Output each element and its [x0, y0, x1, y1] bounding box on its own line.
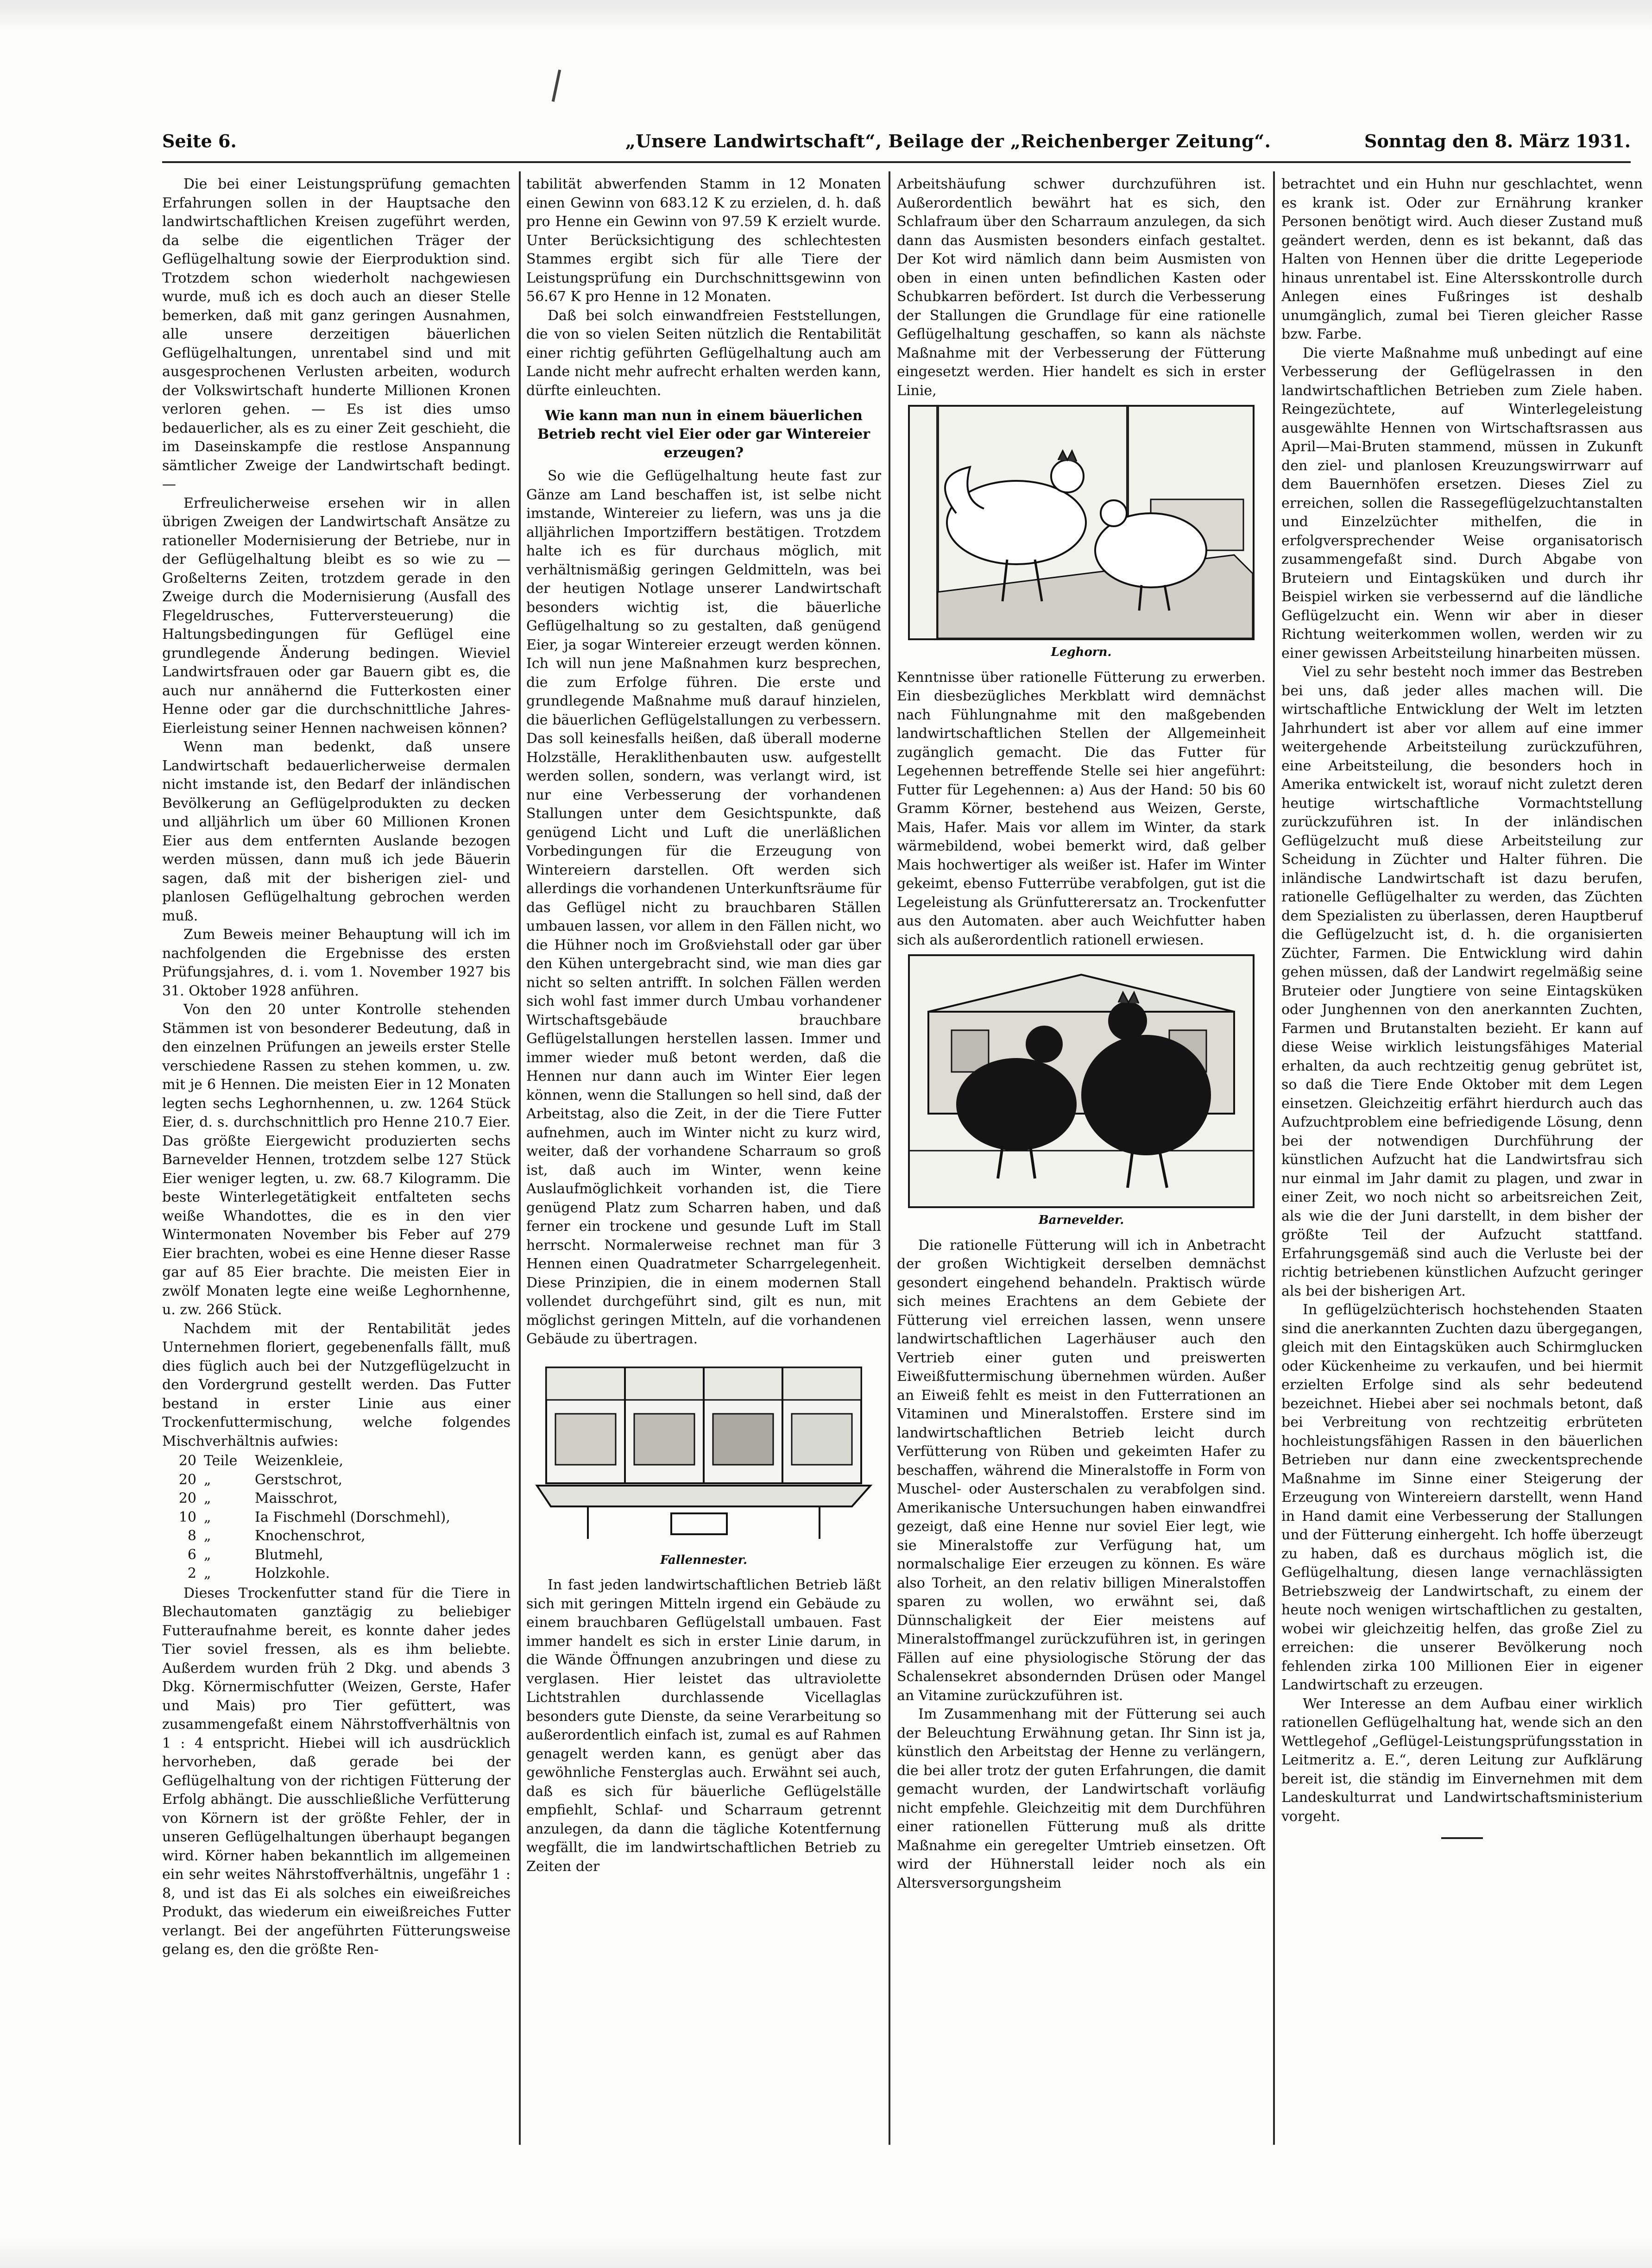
- trap-nest-illustration: [532, 1354, 875, 1548]
- paragraph: In geflügelzüchterisch hochstehenden Staaten sind die anerkannten Zuchten dazu übergegangen, gleich mit den Eintagsküken auch Schirmglucken oder Kückenheime zu verkaufen, und bei hiermit erzielten Erfolge sind als sehr bedeutend bezeichnet. Hiebei aber sei nochmals betont, daß bei Verbreitung von rechtzeitig erbrüteten hochleistungsfähigen Rassen in den bäuerlichen Betrieben nur dann eine zweckentsprechende Maßnahme im Sinne einer Steigerung der Erzeugung von Wintereiern darstellt, wenn Hand in Hand damit eine Verbesserung der Stallungen und der Fütterung einhergeht. Ich hoffe überzeugt zu haben, daß es durchaus möglich ist, die Geflügelhaltung, diesen lange vernachlässigten Betriebszweig der Landwirtschaft, zu einem der heute noch wenigen wirtschaftlichen zu gestalten, wobei wir gleichzeitig helfen, das große Ziel zu erreichen: die unserer Bevölkerung noch fehlenden zirka 100 Millionen Eier in eigener Landwirtschaft zu erzeugen.: [1281, 1302, 1643, 1693]
- paragraph: Dieses Trockenfutter stand für die Tiere in Blechautomaten ganztägig zu beliebiger Futteraufnahme bereit, es konnte daher jedes Tier soviel fressen, als es ihm beliebte. Außerdem wurden früh 2 Dkg. und abends 3 Dkg. Körnermischfutter (Weizen, Gerste, Hafer und Mais) pro Tier gefüttert, was zusammengefaßt einem Nährstoffverhältnis von 1 : 4 entspricht. Hiebei will ich ausdrücklich hervorheben, daß gerade bei der Geflügelhaltung von der richtigen Fütterung der Erfolg abhängt. Die ausschließliche Verfütterung von Körnern ist der größte Fehler, der in unseren Geflügelhaltungen überhaupt begangen wird. Körner haben bekanntlich im allgemeinen ein sehr weites Nährstoffverhältnis, ungefähr 1 : 8, und ist das Ei als solches ein eiweißreiches Produkt, das wiederum ein eiweißreiches Futter verlangt. Bei der angeführten Fütterungsweise gelang es, den die größte Ren-: [162, 1585, 511, 1958]
- feed-mix-table: [162, 1452, 511, 1583]
- mix-ingredient: Blutmehl,: [255, 1546, 323, 1563]
- mix-amount: 8: [187, 1528, 196, 1544]
- leghorn-illustration: [908, 405, 1255, 640]
- mix-row: [162, 1546, 511, 1565]
- paragraph: Die bei einer Leistungsprüfung gemachten Erfahrungen sollen in der Hauptsache den landwirtschaftlichen Kreisen zugeführt werden, da selbe die eigentlichen Träger der Geflügelhaltung sowie der Eierproduktion sind. Trotzdem schon wiederholt nachgewiesen wurde, muß ich es doch auch an dieser Stelle bemerken, daß mit ganz geringen Ausnahmen, alle unsere derzeitigen bäuerlichen Geflügelhaltungen, unrentabel sind und mit ausgesprochenen Verlusten arbeiten, wodurch der Volkswirtschaft hunderte Millionen Kronen verloren gehen. — Es ist dies umso bedauerlicher, als es zu einer Zeit geschieht, die im Daseinskampfe die restlose Anspannung sämtlicher Zweige der Landwirtschaft bedingt. —: [162, 176, 511, 492]
- mix-unit: „: [204, 1490, 211, 1506]
- article-end-rule: [1441, 1837, 1483, 1839]
- mix-amount: 20: [178, 1490, 196, 1506]
- mix-row: [162, 1508, 511, 1527]
- paragraph: Daß bei solch einwandfreien Feststellungen, die von so vielen Seiten nützlich die Rentabilität einer richtig geführten Geflügelhaltung auch am Lande nicht mehr aufrecht erhalten werden kann, dürfte einleuchten.: [526, 307, 881, 399]
- mix-ingredient: Knochenschrot,: [255, 1528, 366, 1544]
- paragraph: Arbeitshäufung schwer durchzuführen ist. Außerordentlich bewährt hat es sich, den Schlafraum über den Scharraum anzulegen, da sich dann das Ausmisten besonders einfach gestaltet. Der Kot wird nämlich dann beim Ausmisten von oben in einen unten befindlichen Kasten oder Schubkarren befördert. Ist durch die Verbesserung der Stallungen die Grundlage für eine rationelle Geflügelhaltung geschaffen, so kann als nächste Maßnahme mit der Verbesserung der Fütterung eingesetzt werden. Hier handelt es sich in erster Linie,: [897, 176, 1266, 399]
- mix-amount: 10: [178, 1509, 196, 1525]
- paragraph: Die rationelle Fütterung will ich in Anbetracht der großen Wichtigkeit derselben demnächst gesondert eingehend behandeln. Praktisch würde sich meines Erachtens an dem Gebiete der Fütterung viel erreichen lassen, wenn unsere landwirtschaftlichen Lagerhäuser auch den Vertrieb einer guten und preiswerten Eiweißfuttermischung übernehmen würden. Außer an Eiweiß fehlt es meist in den Futterrationen an Vitaminen und Mineralstoffen. Erstere sind im landwirtschaftlichen Betrieb leicht durch Verfütterung von Rüben und gekeimten Hafer zu beschaffen, während die Mineralstoffe in Form von Muschel- oder Austerschalen zu verabfolgen sind. Amerikanische Untersuchungen haben einwandfrei gezeigt, daß eine Henne nur soviel Eier legt, wie sie Mineralstoffe zur Verfügung hat, um normalschalige Eier erzeugen zu können. Es wäre also Torheit, an den relativ billigen Mineralstoffen sparen zu wollen, wo erwähnt sei, daß Dünnschaligkeit der Eier meistens auf Mineralstoffmangel zurückzuführen ist, in geringen Fällen auf eine physiologische Störung der das Schalensekret absondernden Drüsen oder Mangel an Vitamine zurückzuführen ist.: [897, 1237, 1266, 1704]
- mix-row: [162, 1489, 511, 1508]
- mix-row: [162, 1564, 511, 1583]
- mix-ingredient: Weizenkleie,: [255, 1453, 344, 1469]
- mix-ingredient: Ia Fischmehl (Dorschmehl),: [255, 1509, 450, 1525]
- trap-nest-drawing: [532, 1354, 875, 1548]
- column-1: [162, 175, 511, 2144]
- figure-caption: Leghorn.: [1051, 645, 1112, 659]
- column-rule: [889, 171, 890, 2145]
- scan-mark: [552, 69, 561, 102]
- paragraph: Nachdem mit der Rentabilität jedes Unternehmen floriert, gegebenenfalls fällt, muß dies füglich auch bei der Nutzgeflügelzucht in den Vordergrund gestellt werden. Das Futter bestand in erster Linie aus einer Trockenfuttermischung, welche folgendes Mischverhältnis aufwies:: [162, 1320, 511, 1449]
- issue-date: Sonntag den 8. März 1931.: [1364, 131, 1631, 151]
- figure-caption: Fallennester.: [660, 1553, 748, 1567]
- column-2: [526, 175, 881, 2144]
- paragraph: Wenn man bedenkt, daß unsere Landwirtschaft bedauerlicherweise dermalen nicht imstande ist, den Bedarf der inländischen Bevölkerung an Geflügelprodukten zu decken und alljährlich um über 60 Millionen Kronen Eier aus dem entfernten Auslande bezogen werden müssen, dann muß ich jede Bäuerin sagen, daß mit der bisherigen ziel- und planlosen Geflügelhaltung gebrochen werden muß.: [162, 739, 511, 924]
- column-4: [1281, 175, 1643, 2144]
- paper-bottom-edge: [0, 2236, 1652, 2268]
- paragraph: In fast jeden landwirtschaftlichen Betrieb läßt sich mit geringen Mitteln irgend ein Gebäude zu einem brauchbaren Geflügelstall umbauen. Fast immer handelt es sich in erster Linie darum, in die Wände Öffnungen anzubringen und diese zu verglasen. Hier leistet das ultraviolette Lichtstrahlen durchlassende Vicellaglas besonders gute Dienste, da seine Verarbeitung so außerordentlich einfach ist, zumal es auf Rahmen genagelt werden kann, es genügt aber das gewöhnliche Fensterglas auch. Erwähnt sei auch, daß es sich für bäuerliche Geflügelställe empfiehlt, Schlaf- und Scharraum getrennt anzulegen, da dann die tägliche Kotentfernung wegfällt, die im landwirtschaftlichen Betrieb zu Zeiten der: [526, 1577, 881, 1875]
- paragraph: Von den 20 unter Kontrolle stehenden Stämmen ist von besonderer Bedeutung, daß in den einzelnen Prüfungen an jeweils erster Stelle verschiedene Rassen zu stehen kommen, u. zw. mit je 6 Hennen. Die meisten Eier in 12 Monaten legten sechs Leghornhennen, u. zw. 1264 Stück Eier, d. s. durchschnittlich pro Henne 210.7 Eier. Das größte Eiergewicht produzierten sechs Barnevelder Hennen, trotzdem selbe 127 Stück Eier weniger legten, u. zw. 68.7 Kilogramm. Die beste Winterlegetätigkeit entfalteten sechs weiße Whandottes, die es in den vier Wintermonaten November bis Feber auf 279 Eier brachten, wobei es eine Henne dieser Rasse gar auf 85 Eier brachte. Die meisten Eier in zwölf Monaten legte eine weiße Leghornhenne, u. zw. 266 Stück.: [162, 1002, 511, 1318]
- leghorn-drawing: [910, 407, 1253, 638]
- mix-unit: „: [204, 1509, 211, 1525]
- paper-top-edge: [0, 0, 1652, 32]
- paragraph: Kenntnisse über rationelle Fütterung zu erwerben. Ein diesbezügliches Merkblatt wird demnächst nach Fühlungnahme mit den maßgebenden landwirtschaftlichen Stellen der Allgemeinheit zugänglich gemacht. Die das Futter für Legehennen betreffende Stelle sei hier angeführt: Futter für Legehennen: a) Aus der Hand: 50 bis 60 Gramm Körner, bestehend aus Weizen, Gerste, Mais, Hafer. Mais vor allem im Winter, da stark wärmebildend, wobei bemerkt wird, daß gelber Mais hochwertiger als weißer ist. Hafer im Winter gekeimt, ebenso Futterrübe verabfolgen, gut ist die Legeleistung als Grünfutterersatz an. Trockenfutter aus den Automaten. aber auch Weichfutter haben sich als außerordentlich rationell erwiesen.: [897, 669, 1266, 948]
- mix-row: [162, 1527, 511, 1546]
- mix-unit: „: [204, 1565, 211, 1581]
- paragraph: tabilität abwerfenden Stamm in 12 Monaten einen Gewinn von 683.12 K zu erzielen, d. h. daß pro Henne ein Gewinn von 97.59 K erzielt wurde. Unter Berücksichtigung des schlechtesten Stammes ergibt sich für alle Tiere der Leistungsprüfung ein Durchschnittsgewinn von 56.67 K pro Henne in 12 Monaten.: [526, 176, 881, 305]
- column-rule: [1273, 171, 1275, 2145]
- mix-row: [162, 1471, 511, 1490]
- mix-unit: „: [204, 1528, 211, 1544]
- supplement-title: „Unsere Landwirtschaft“, Beilage der „Reichenberger Zeitung“.: [625, 131, 1271, 151]
- barnevelder-illustration: [908, 954, 1255, 1208]
- section-heading: Wie kann man nun in einem bäuerlichen Betrieb recht viel Eier oder gar Wintereier erzeugen?: [537, 408, 870, 461]
- paragraph: Erfreulicherweise ersehen wir in allen übrigen Zweigen der Landwirtschaft Ansätze zu rationeller Modernisierung der Betriebe, nur in der Geflügelhaltung bleibt es so wie zu — Großelterns Zeiten, trotzdem gerade in den Zweige durch die Modernisierung (Ausfall des Flegeldrusches, Futterversteuerung) die Haltungsbedingungen für Geflügel eine grundlegende Änderung bedingen. Wieviel Landwirtsfrauen oder gar Bauern gibt es, die auch nur annähernd die Futterkosten einer Henne oder gar die durchschnittliche Jahres-Eierleistung seiner Hennen nachweisen können?: [162, 495, 511, 737]
- mix-ingredient: Maisschrot,: [255, 1490, 338, 1506]
- mix-ingredient: Holzkohle.: [255, 1565, 330, 1581]
- paragraph: betrachtet und ein Huhn nur geschlachtet, wenn es krank ist. Oder zur Ernährung kranker Personen benötigt wird. Auch dieser Zustand muß geändert werden, denn es ist bekannt, daß das Halten von Hennen über die dritte Legeperiode hinaus unrentabel ist. Eine Altersskontrolle durch Anlegen eines Fußringes ist deshalb unumgänglich, zumal bei Tieren gleicher Rasse bzw. Farbe.: [1281, 176, 1643, 342]
- paragraph: Viel zu sehr besteht noch immer das Bestreben bei uns, daß jeder alles machen will. Die wirtschaftliche Entwicklung der Welt im letzten Jahrhundert ist aber vor allem auf eine immer weitergehende Arbeitsteilung zurückzuführen, eine Arbeitsteilung, die besonders hoch in Amerika entwickelt ist, worauf nicht zuletzt deren heutige wirtschaftliche Vormachtstellung zurückzuführen ist. In der inländischen Geflügelzucht muß diese Arbeitsteilung zur Scheidung in Züchter und Halter führen. Die inländische Landwirtschaft ist dazu berufen, rationelle Geflügelhalter zu werden, das Züchten dem Spezialisten zu überlassen, deren Hauptberuf die Geflügelzucht ist, d. h. die organisierten Züchter, Farmen. Die Entwicklung wird dahin gehen müssen, daß der Landwirt regelmäßig seine Bruteier oder Jungtiere von seine Eintagsküken oder Junghennen von den anerkannten Zuchten, Farmen und Brutanstalten bezieht. Er kann auf diese Weise wirklich leistungsfähiges Material erhalten, da auch rechtzeitig genug gebrütet ist, so daß die Tiere Ende Oktober mit dem Legen einsetzen. Gleichzeitig erfährt hierdurch auch das Aufzuchtproblem eine befriedigende Lösung, denn bei der notwendigen Durchführung der künstlichen Aufzucht hat die Landwirtsfrau sich nur einmal im Jahr damit zu plagen, und zwar in einer Zeit, wo noch nicht so arbeitsreichen Zeit, als wie die der Juni darstellt, in dem bisher der größte Teil der Aufzucht stattfand. Erfahrungsgemäß sind auch die Verluste bei der richtig betriebenen künstlichen Aufzucht geringer als bei der bisherigen Art.: [1281, 664, 1643, 1299]
- paragraph: Die vierte Maßnahme muß unbedingt auf eine Verbesserung der Geflügelrassen in den landwirtschaftlichen Betrieben zum Ziele haben. Reingezüchtete, auf Winterlegeleistung ausgewählte Hennen von Wirtschaftsrassen aus April—Mai-Bruten stammend, müssen in Zukunft den ziel- und planlosen Kreuzungswirrwarr auf dem Bauernhöfen ersetzen. Dieses Ziel zu erreichen, sollen die Rassegeflügelzuchtanstalten und Einzelzüchter mithelfen, die in erfolgversprechender Weise organisatorisch zusammengefaßt sind. Durch Abgabe von Bruteiern und Eintagsküken und durch ihr Beispiel wirken sie verbessernd auf die ländliche Geflügelzucht ein. Wenn wir aber in dieser Richtung weiterkommen wollen, werden wir zu einer gewissen Arbeitsteilung hinarbeiten müssen.: [1281, 345, 1643, 662]
- paragraph: Im Zusammenhang mit der Fütterung sei auch der Beleuchtung Erwähnung getan. Ihr Sinn ist ja, künstlich den Arbeitstag der Henne zu verlängern, die bei aller trotz der guten Erfahrungen, die damit gemacht wurden, der Landwirtschaft vorläufig nicht empfehle. Gleichzeitig mit dem Durchführen einer rationellen Fütterung muß als dritte Maßnahme ein geregelter Umtrieb einsetzen. Oft wird der Hühnerstall leider noch als ein Altersversorgungsheim: [897, 1706, 1266, 1891]
- mix-unit: „: [204, 1471, 211, 1488]
- mix-amount: 2: [187, 1565, 196, 1581]
- column-3: [897, 175, 1266, 2144]
- mix-ingredient: Gerstschrot,: [255, 1471, 343, 1488]
- paragraph: Wer Interesse an dem Aufbau einer wirklich rationellen Geflügelhaltung hat, wende sich an den Wettlegehof „Geflügel-Leistungsprüfungsstation in Leitmeritz a. E.“, deren Leitung zur Aufklärung bereit ist, die ständig im Einvernehmen mit dem Landeskulturrat und Landwirtschaftsministerium vorgeht.: [1281, 1695, 1643, 1825]
- column-rule: [519, 171, 521, 2145]
- mix-row: [162, 1452, 511, 1471]
- paragraph: So wie die Geflügelhaltung heute fast zur Gänze am Land beschaffen ist, ist selbe nicht imstande, Wintereier zu liefern, was uns ja die alljährlichen Importziffern bestätigen. Trotzdem halte ich es für durchaus möglich, mit verhältnismäßig geringen Geldmitteln, was bei der heutigen Notlage unserer Landwirtschaft besonders wichtig ist, die bäuerliche Geflügelhaltung so zu gestalten, daß genügend Eier, ja sogar Wintereier erzeugt werden können. Ich will nun jene Maßnahmen kurz besprechen, die zum Erfolge führen. Die erste und grundlegende Maßnahme muß darauf hinzielen, die bäuerlichen Geflügelstallungen zu verbessern. Das soll keinesfalls heißen, daß überall moderne Holzställe, Heraklithenbauten usw. aufgestellt werden sollen, sondern, was verlangt wird, ist nur eine Verbesserung der vorhandenen Stallungen unter dem Gesichtspunkte, daß genügend Licht und Luft die unerläßlichen Vorbedingungen für die Erzeugung von Wintereiern darstellen. Oft werden sich allerdings die vorhandenen Unterkunftsräume für das Geflügel nicht zu brauchbaren Ställen umbauen lassen, vor allem in den Fällen nicht, wo die Hühner noch im Großviehstall oder gar über den Kühen untergebracht sind, wie man dies gar nicht so selten antrifft. In solchen Fällen werden sich wohl fast immer durch Umbau vorhandener Wirtschaftsgebäude brauchbare Geflügelstallungen herstellen lassen. Immer und immer wieder muß betont werden, daß die Hennen nur dann auch im Winter Eier legen können, wenn die Stallungen so hell sind, daß der Arbeitstag, also die Zeit, in der die Tiere Futter aufnehmen, auch im Winter nicht zu kurz wird, weiter, daß der vorhandene Scharraum so groß ist, daß auch im Winter, wenn keine Auslaufmöglichkeit vorhanden ist, die Tiere genügend Platz zum Scharren haben, und daß ferner ein trockene und gesunde Luft im Stall herrscht. Normalerweise rechnet man für 3 Hennen einen Quadratmeter Scharrgelegenheit. Diese Prinzipien, die in einem modernen Stall vollendet durchgeführt sind, gilt es nun, mit möglichst geringen Mitteln, auf die vorhandenen Gebäude zu übertragen.: [526, 468, 881, 1347]
- running-header: [162, 124, 1631, 163]
- figure-caption: Barnevelder.: [1038, 1213, 1124, 1227]
- mix-amount: 20: [178, 1471, 196, 1488]
- mix-amount: 20: [178, 1453, 196, 1469]
- barnevelder-drawing: [910, 956, 1253, 1206]
- mix-amount: 6: [187, 1546, 196, 1563]
- page-number: Seite 6.: [162, 131, 237, 151]
- paragraph: Zum Beweis meiner Behauptung will ich im nachfolgenden die Ergebnisse des ersten Prüfungsjahres, d. i. vom 1. November 1927 bis 31. Oktober 1928 anführen.: [162, 926, 511, 999]
- mix-unit: Teile: [204, 1453, 238, 1469]
- mix-unit: „: [204, 1546, 211, 1563]
